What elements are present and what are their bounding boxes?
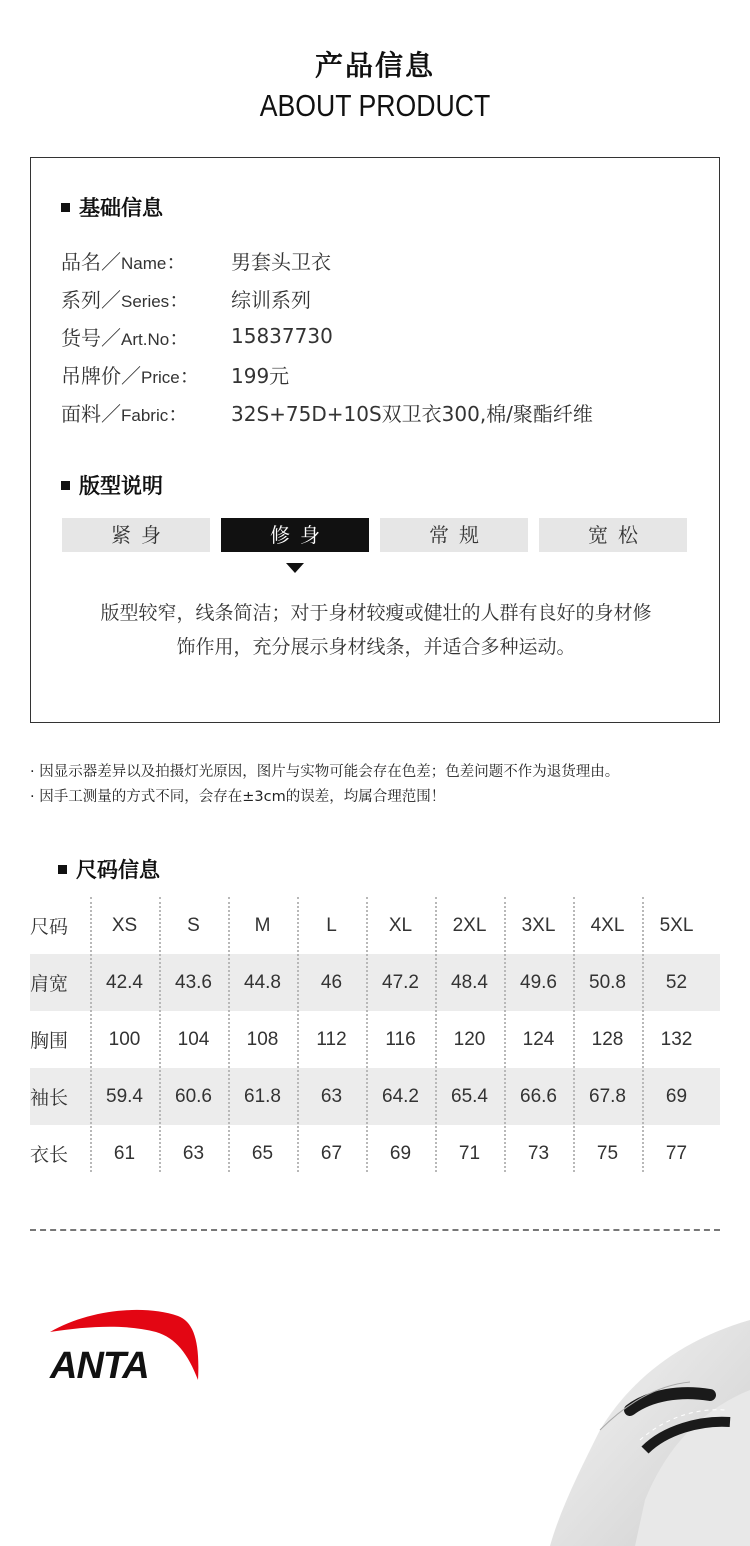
size-label: 2XL [452,914,487,936]
note-item: · 因手工测量的方式不同，会存在±3cm的误差，均属合理范围！ [30,789,446,805]
table-cell: 112 [316,1028,347,1050]
table-row [30,954,720,1011]
square-bullet-icon [61,203,70,212]
size-label: S [187,914,200,936]
table-cell: 65.4 [451,1085,488,1107]
column-divider [435,897,437,1172]
fit-tab-loose[interactable]: 宽松 [539,518,687,552]
table-cell: 77 [665,1142,688,1164]
table-cell: 47.2 [382,971,419,993]
note-item: · 因显示器差异以及拍摄灯光原因，图片与实物可能会存在色差；色差问题不作为退货理由。 [30,764,620,780]
size-header-label: 尺码 [30,916,69,938]
attr-row-price [61,359,289,389]
table-cell: 46 [320,971,343,993]
size-label: XS [111,914,138,936]
column-divider [366,897,368,1172]
table-cell: 67 [320,1142,343,1164]
brand-logo-text: ANTA [50,1345,149,1387]
fit-tab-tight[interactable]: 紧身 [62,518,210,552]
table-cell: 69 [665,1085,688,1107]
disclaimer-notes [30,760,730,810]
row-label: 肩宽 [30,973,69,995]
basic-info-heading-text: 基础信息 [79,196,163,220]
attr-row-art-no [61,321,333,351]
attr-label: 面料／Fabric： [61,401,189,426]
table-cell: 42.4 [106,971,143,993]
table-cell: 108 [246,1028,279,1050]
fit-heading [61,470,163,500]
attr-value: 综训系列 [231,287,311,312]
dashed-divider [30,1229,720,1231]
table-cell: 63 [182,1142,205,1164]
fit-heading-text: 版型说明 [79,474,163,498]
attr-label: 品名／Name： [61,249,187,274]
column-divider [228,897,230,1172]
page-subtitle: ABOUT PRODUCT [259,88,491,123]
attr-value: 15837730 [231,324,333,348]
table-cell: 66.6 [520,1085,557,1107]
attr-row-series [61,283,311,313]
size-label: L [326,914,337,936]
attr-label: 货号／Art.No： [61,325,190,350]
attr-row-name [61,245,331,275]
attr-value: 32S+75D+10S双卫衣300,棉/聚酯纤维 [231,401,593,426]
attr-row-fabric [61,397,593,427]
table-cell: 64.2 [382,1085,419,1107]
table-cell: 50.8 [589,971,626,993]
size-info-heading-text: 尺码信息 [76,858,160,882]
size-label: 5XL [659,914,694,936]
table-cell: 61 [113,1142,136,1164]
table-cell: 52 [665,971,688,993]
column-divider [90,897,92,1172]
column-divider [504,897,506,1172]
table-cell: 65 [251,1142,274,1164]
table-cell: 59.4 [106,1085,143,1107]
table-row [30,1068,720,1125]
column-divider [159,897,161,1172]
table-cell: 116 [385,1028,416,1050]
size-info-heading [58,854,160,884]
fit-tab-slim[interactable]: 修身 [221,518,369,552]
table-cell: 60.6 [175,1085,212,1107]
square-bullet-icon [61,481,70,490]
attr-label: 系列／Series： [61,287,190,312]
basic-info-heading [61,192,163,222]
column-divider [297,897,299,1172]
table-cell: 132 [660,1028,693,1050]
table-cell: 48.4 [451,971,488,993]
table-cell: 61.8 [244,1085,281,1107]
attr-label: 吊牌价／Price： [61,363,200,388]
product-photo [300,1290,750,1546]
table-cell: 104 [177,1028,210,1050]
size-table [30,897,720,1182]
size-label: 3XL [521,914,556,936]
table-cell: 100 [108,1028,141,1050]
square-bullet-icon [58,865,67,874]
table-cell: 73 [527,1142,550,1164]
table-cell: 44.8 [244,971,281,993]
table-cell: 63 [320,1085,343,1107]
table-cell: 71 [458,1142,481,1164]
row-label: 袖长 [30,1087,69,1109]
product-info-box [30,157,720,723]
table-cell: 128 [591,1028,624,1050]
caret-down-icon [286,563,304,573]
size-header-row [30,897,720,954]
attr-value: 199元 [231,363,290,388]
table-cell: 69 [389,1142,412,1164]
table-cell: 75 [596,1142,619,1164]
size-label: XL [388,914,413,936]
table-row [30,1125,720,1182]
column-divider [642,897,644,1172]
fit-tabs [62,518,688,552]
column-divider [573,897,575,1172]
fit-tab-regular[interactable]: 常规 [380,518,528,552]
table-cell: 120 [453,1028,486,1050]
size-label: M [254,914,271,936]
table-cell: 124 [522,1028,555,1050]
row-label: 衣长 [30,1144,69,1166]
fit-description: 版型较窄，线条简洁；对于身材较瘦或健壮的人群有良好的身材修 饰作用，充分展示身材线条，并适合多种运动。 [100,602,652,658]
row-label: 胸围 [30,1030,69,1052]
size-label: 4XL [590,914,625,936]
page-title: 产品信息 [314,49,435,82]
attr-value: 男套头卫衣 [231,249,331,274]
table-cell: 43.6 [175,971,212,993]
table-row [30,1011,720,1068]
table-cell: 49.6 [520,971,557,993]
table-cell: 67.8 [589,1085,626,1107]
